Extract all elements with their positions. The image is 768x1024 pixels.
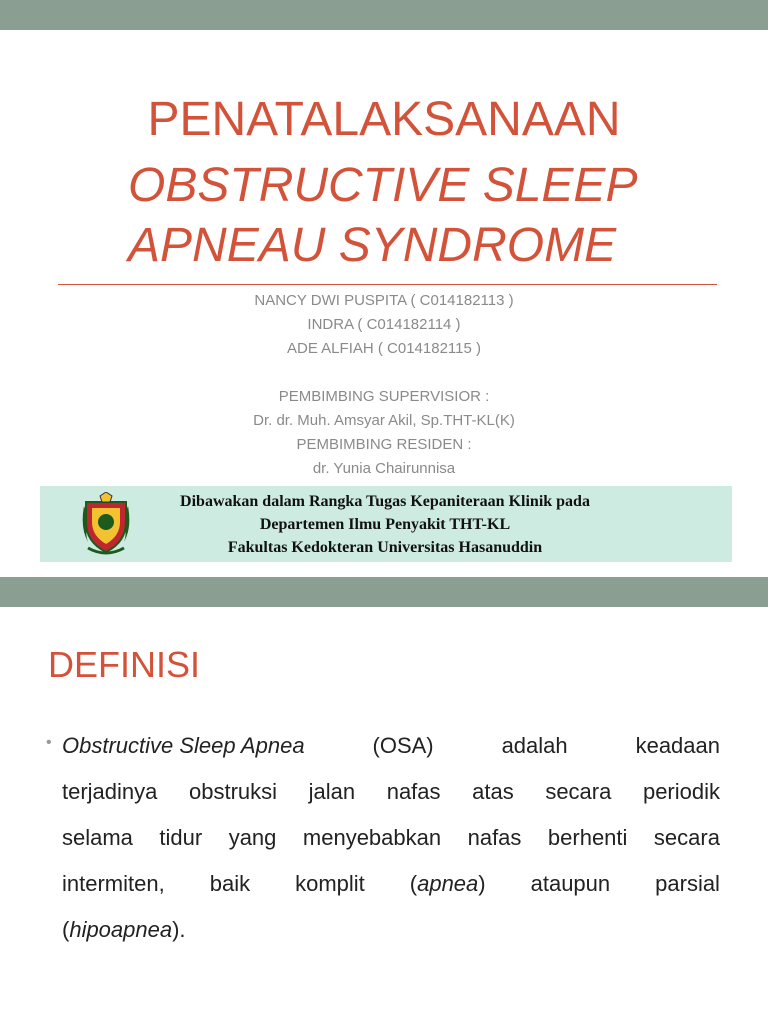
word: atas <box>472 779 514 804</box>
bullet-marker: • <box>46 734 52 751</box>
title-line-2: OBSTRUCTIVE SLEEP <box>128 159 638 212</box>
word: selama <box>62 825 133 850</box>
word: adalah <box>501 733 568 758</box>
word: periodik <box>642 779 720 804</box>
word: menyebabkan <box>302 825 442 850</box>
banner-line-2: Departemen Ilmu Penyakit THT-KL <box>259 516 511 533</box>
word: keadaan <box>635 733 720 758</box>
word: baik <box>209 871 251 896</box>
resident-name: dr. Yunia Chairunnisa <box>312 460 456 477</box>
banner-text <box>150 490 620 559</box>
definition-slide <box>0 607 768 1024</box>
word: yang <box>228 825 277 850</box>
institution-banner <box>40 486 732 562</box>
apnea-paren: (apnea) <box>409 871 486 896</box>
word: intermiten, <box>62 871 165 896</box>
hipoapnea-italic: hipoapnea <box>69 917 173 942</box>
word: obstruksi <box>188 779 278 804</box>
author-1: NANCY DWI PUSPITA ( C014182113 ) <box>254 292 514 309</box>
resident-label: PEMBIMBING RESIDEN : <box>296 436 472 453</box>
supervisor-label: PEMBIMBING SUPERVISIOR : <box>278 388 490 405</box>
top-band <box>0 0 768 30</box>
term-italic: Obstructive Sleep Apnea <box>62 733 305 758</box>
author-2: INDRA ( C014182114 ) <box>307 316 461 333</box>
banner-line-1: Dibawakan dalam Rangka Tugas Kepaniteraan Klinik pada <box>180 493 590 510</box>
word: komplit <box>295 871 365 896</box>
word: tidur <box>159 825 203 850</box>
title-slide <box>0 30 768 577</box>
hipoapnea-paren: (hipoapnea). <box>62 917 186 942</box>
supervisor-name: Dr. dr. Muh. Amsyar Akil, Sp.THT-KL(K) <box>253 412 515 429</box>
definition-paragraph <box>62 723 720 953</box>
university-crest-icon <box>78 492 134 558</box>
word: terjadinya <box>62 779 158 804</box>
credits <box>0 289 768 481</box>
word: jalan <box>308 779 356 804</box>
apnea-italic: apnea <box>417 871 479 896</box>
title-divider <box>58 284 717 285</box>
author-3: ADE ALFIAH ( C014182115 ) <box>287 340 481 357</box>
title-line-1: PENATALAKSANAAN <box>147 93 621 146</box>
word: berhenti <box>547 825 628 850</box>
title-line-3: APNEAU SYNDROME <box>128 219 617 272</box>
section-heading: DEFINISI <box>48 644 201 685</box>
term-abbr: (OSA) <box>372 733 434 758</box>
word: nafas <box>386 779 441 804</box>
word: secara <box>653 825 720 850</box>
separator-band <box>0 577 768 607</box>
word: parsial <box>655 871 720 896</box>
word: nafas <box>467 825 522 850</box>
word: ataupun <box>530 871 611 896</box>
banner-line-3: Fakultas Kedokteran Universitas Hasanuddin <box>227 539 543 556</box>
word: secara <box>545 779 612 804</box>
